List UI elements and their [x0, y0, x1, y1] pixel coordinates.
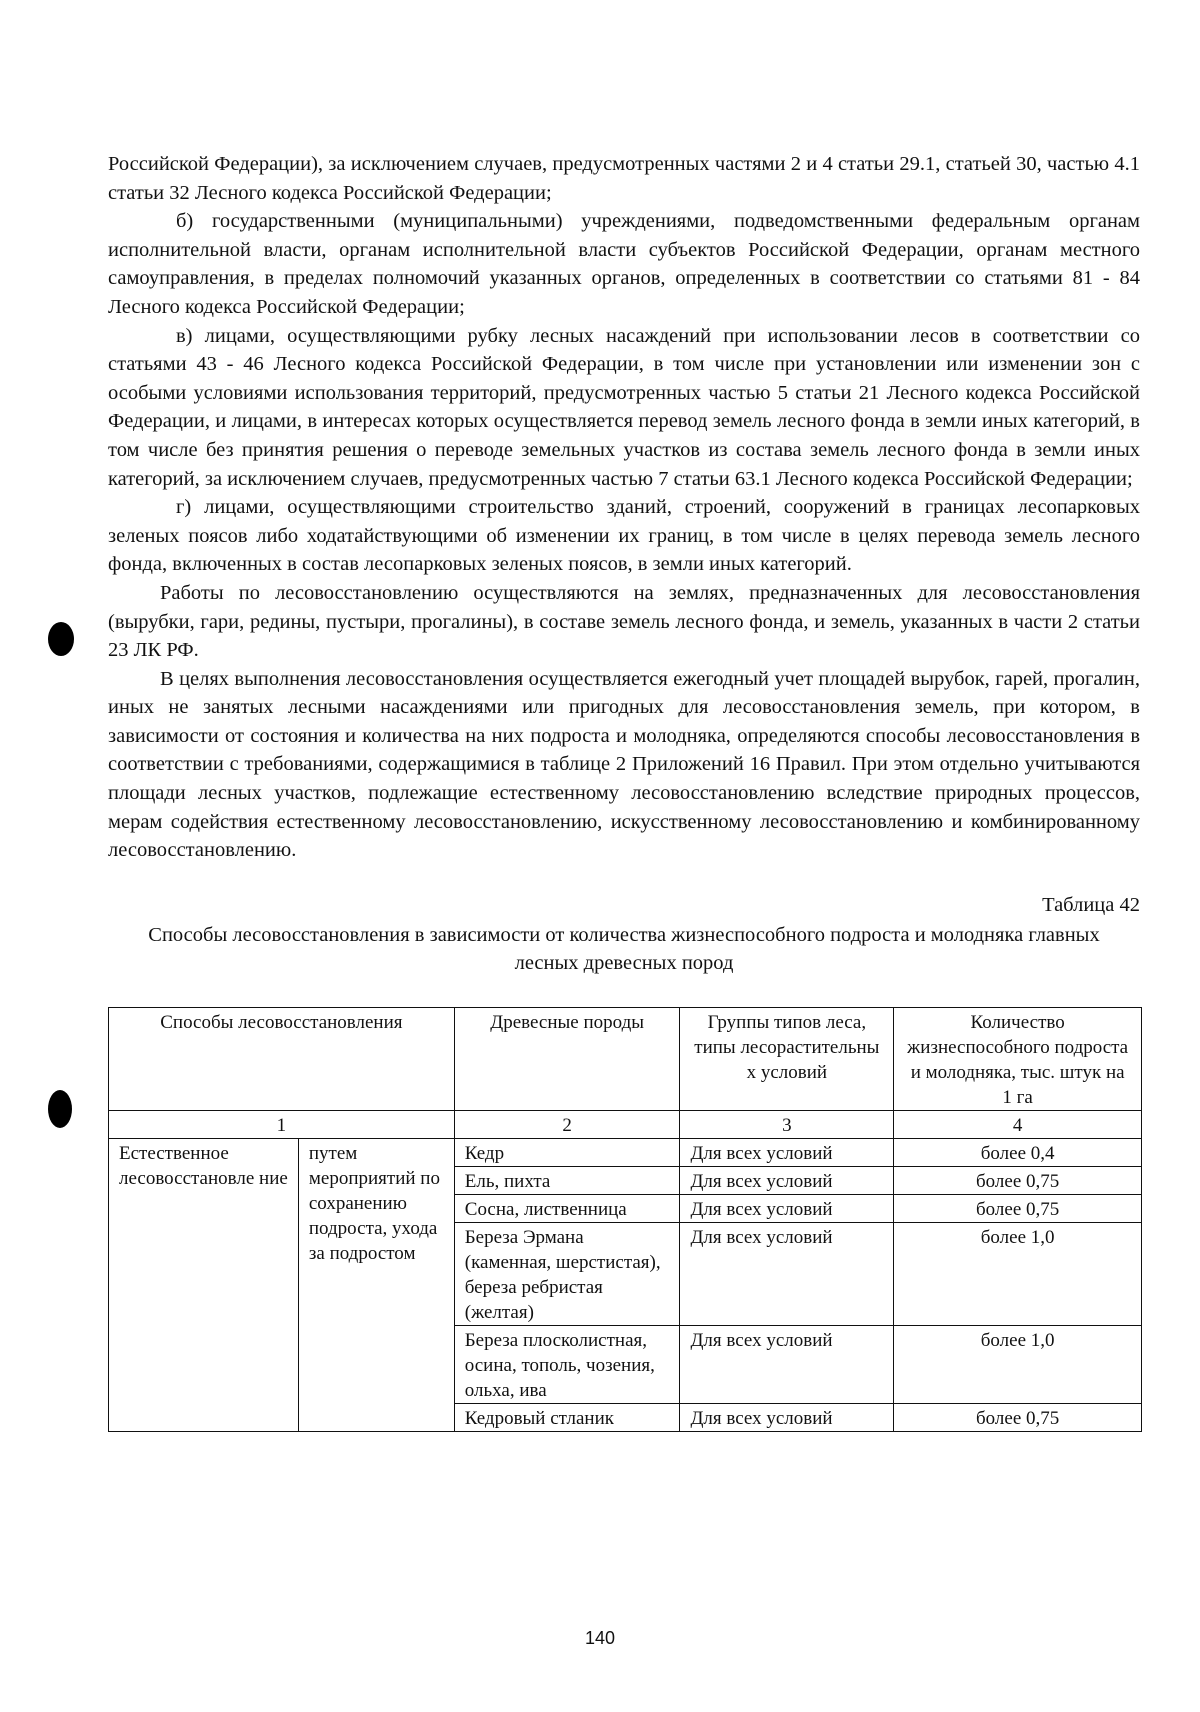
page-number: 140	[584, 1628, 616, 1648]
conditions-cell: Для всех условий	[680, 1222, 894, 1325]
quantity-cell: более 0,75	[894, 1166, 1142, 1194]
conditions-cell: Для всех условий	[680, 1325, 894, 1403]
col-number: 2	[454, 1110, 680, 1138]
header-quantity: Количество жизнеспособного подроста и молодняка, тыс. штук на 1 га	[894, 1007, 1142, 1110]
col-number: 3	[680, 1110, 894, 1138]
header-species: Древесные породы	[454, 1007, 680, 1110]
conditions-cell: Для всех условий	[680, 1403, 894, 1431]
table-col-number-row	[109, 1110, 1142, 1138]
paragraph-works: Работы по лесовосстановлению осуществляются на землях, предназначенных для лесовосстановления (вырубки, гари, редины, пустыри, прогалины), в составе земель лесного фонда, и земель, указанных в части 2 статьи 23 ЛК РФ.	[108, 581, 1140, 662]
header-forest-types: Группы типов леса, типы лесорастительны х условий	[680, 1007, 894, 1110]
species-cell: Береза Эрмана (каменная, шерстистая), береза ребристая (желтая)	[454, 1222, 680, 1325]
document-page	[108, 150, 1140, 1432]
method-cell: Естественное лесовосстановле ние	[109, 1138, 299, 1431]
species-cell: Кедр	[454, 1138, 680, 1166]
paragraph-accounting: В целях выполнения лесовосстановления осуществляется ежегодный учет площадей вырубок, гарей, прогалин, иных не занятых лесными насаждениями или пригодных для лесовосстановления земель, при котором, в зависимости от состояния и количества на них подроста и молодняка, определяются способы лесовосстановления в соответствии с требованиями, содержащимися в таблице 2 Приложений 16 Правил. При этом отдельно учитываются площади лесных участков, подлежащие естественному лесовосстановлению вследствие природных процессов, мерам содействия естественному лесовосстановлению, искусственному лесовосстановлению и комбинированному лесовосстановлению.	[108, 667, 1140, 862]
table-title: Способы лесовосстановления в зависимости от количества жизнеспособного подроста и молодняка главных лесных древесных пород	[148, 923, 1100, 974]
paragraph-v: в) лицами, осуществляющими рубку лесных насаждений при использовании лесов в соответствии со статьями 43 - 46 Лесного кодекса Российской Федерации, в том числе при установлении или изменении зон с особыми условиями использования территорий, предусмотренных частью 5 статьи 21 Лесного кодекса Российской Федерации, и лицами, в интересах которых осуществляется перевод земель лесного фонда в земли иных категорий, в том числе без принятия решения о переводе земельных участков из состава земель лесного фонда в земли иных категорий, за исключением случаев, предусмотренных частью 7 статьи 63.1 Лесного кодекса Российской Федерации;	[108, 324, 1140, 490]
punch-hole-bottom	[48, 1090, 72, 1128]
conditions-cell: Для всех условий	[680, 1138, 894, 1166]
header-methods: Способы лесовосстановления	[109, 1007, 455, 1110]
conditions-cell: Для всех условий	[680, 1194, 894, 1222]
species-cell: Береза плосколистная, осина, тополь, чозения, ольха, ива	[454, 1325, 680, 1403]
table-number: Таблица 42	[1042, 893, 1140, 916]
quantity-cell: более 1,0	[894, 1222, 1142, 1325]
paragraph-g: г) лицами, осуществляющими строительство зданий, строений, сооружений в границах лесопарковых зеленых поясов либо ходатайствующими об изменении их границ, в том числе в целях перевода земель лесного фонда, включенных в состав лесопарковых зеленых поясов, в земли иных категорий.	[108, 496, 1140, 576]
species-cell: Ель, пихта	[454, 1166, 680, 1194]
table-row	[109, 1138, 1142, 1166]
method-detail-cell: путем мероприятий по сохранению подроста, ухода за подростом	[298, 1138, 454, 1431]
quantity-cell: более 1,0	[894, 1325, 1142, 1403]
paragraph-b: б) государственными (муниципальными) учреждениями, подведомственными федеральным органам исполнительной власти, органам исполнительной власти субъектов Российской Федерации, органам местного самоуправления, в пределах полномочий указанных органов, определенных в соответствии со статьями 81 - 84 Лесного кодекса Российской Федерации;	[108, 210, 1140, 318]
quantity-cell: более 0,75	[894, 1194, 1142, 1222]
paragraph-intro: Российской Федерации), за исключением случаев, предусмотренных частями 2 и 4 статьи 29.1, статьей 30, частью 4.1 статьи 32 Лесного кодекса Российской Федерации;	[108, 153, 1140, 204]
table-header-row	[109, 1007, 1142, 1110]
species-cell: Сосна, лиственница	[454, 1194, 680, 1222]
col-number: 1	[109, 1110, 455, 1138]
reforestation-table	[108, 1007, 1142, 1432]
punch-hole-top	[48, 622, 74, 656]
species-cell: Кедровый стланик	[454, 1403, 680, 1431]
conditions-cell: Для всех условий	[680, 1166, 894, 1194]
quantity-cell: более 0,4	[894, 1138, 1142, 1166]
col-number: 4	[894, 1110, 1142, 1138]
quantity-cell: более 0,75	[894, 1403, 1142, 1431]
